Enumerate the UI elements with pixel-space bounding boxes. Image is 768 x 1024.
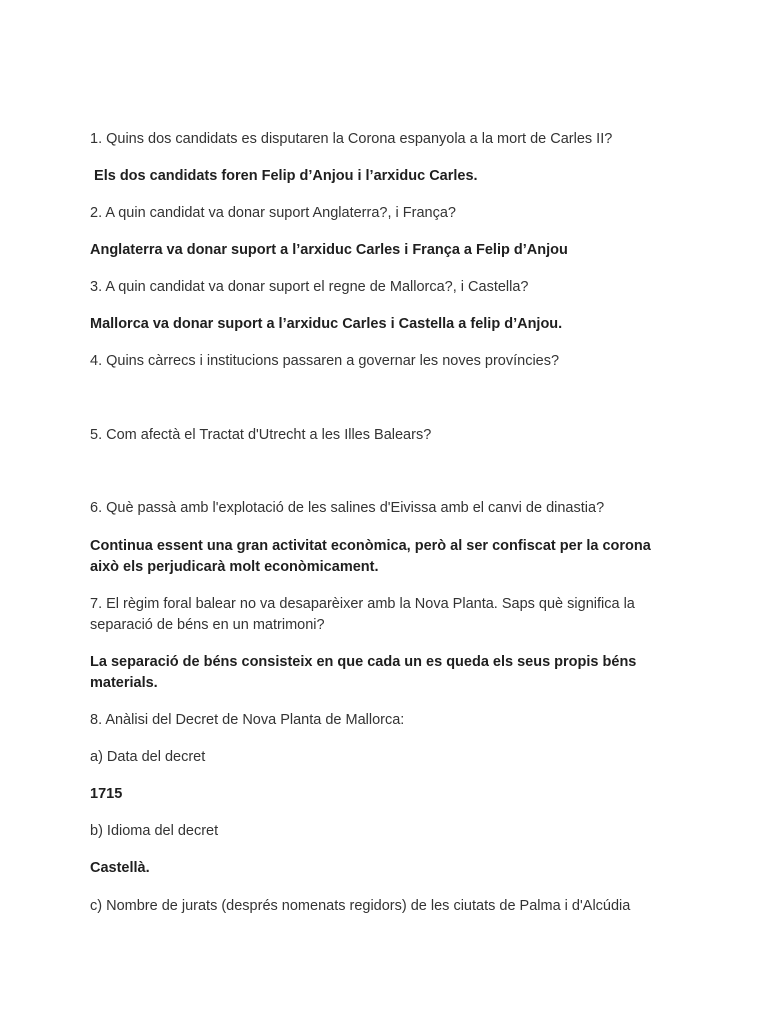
answer-1: Els dos candidats foren Felip d’Anjou i l’arxiduc Carles. — [90, 168, 478, 184]
answer-8b: Castellà. — [90, 860, 150, 876]
answer-8a: 1715 — [90, 786, 123, 802]
question-3: 3. A quin candidat va donar suport el regne de Mallorca?, i Castella? — [90, 279, 529, 295]
question-7: 7. El règim foral balear no va desaparèixer amb la Nova Planta. Saps què significa la separació de béns en un matrimoni? — [90, 596, 635, 633]
question-8c: c) Nombre de jurats (després nomenats regidors) de les ciutats de Palma i d'Alcúdia — [90, 898, 631, 914]
question-4: 4. Quins càrrecs i institucions passaren a governar les noves províncies? — [90, 353, 560, 369]
question-2: 2. A quin candidat va donar suport Anglaterra?, i França? — [90, 205, 456, 221]
answer-3: Mallorca va donar suport a l’arxiduc Carles i Castella a felip d’Anjou. — [90, 316, 563, 332]
question-8: 8. Anàlisi del Decret de Nova Planta de Mallorca: — [90, 712, 405, 728]
question-8a: a) Data del decret — [90, 749, 206, 765]
answer-7: La separació de béns consisteix en que cada un es queda els seus propis béns materials. — [90, 654, 637, 691]
question-5: 5. Com afectà el Tractat d'Utrecht a les Illes Balears? — [90, 427, 432, 443]
question-1: 1. Quins dos candidats es disputaren la Corona espanyola a la mort de Carles II? — [90, 131, 613, 147]
question-6: 6. Què passà amb l'explotació de les salines d'Eivissa amb el canvi de dinastia? — [90, 500, 605, 516]
answer-2: Anglaterra va donar suport a l’arxiduc Carles i França a Felip d’Anjou — [90, 242, 568, 258]
answer-6: Continua essent una gran activitat econòmica, però al ser confiscat per la corona això els perjudicarà molt econòmicament. — [90, 538, 651, 575]
question-8b: b) Idioma del decret — [90, 823, 219, 839]
